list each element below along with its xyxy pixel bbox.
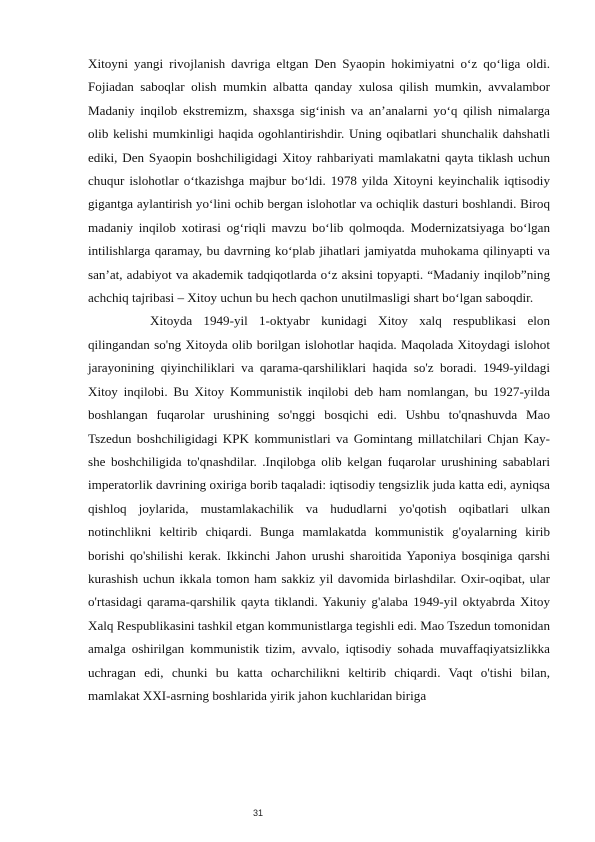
body-text — [88, 52, 550, 707]
paragraph: Xitoyda 1949-yil 1-oktyabr kunidagi Xitoy xalq respublikasi elon qilingandan so'ng Xitoyda olib borilgan islohotlar haqida. Maqolada Xitoydagi islohot jarayonining qiyinchiliklari va qarama-qarshiliklari haqida so'z boradi. 1949-yildagi Xitoy inqilobi. Bu Xitoy Kommunistik inqilobi deb ham nomlangan, bu 1927-yilda boshlangan fuqarolar urushining so'nggi bosqichi edi. Ushbu to'qnashuvda Mao Tszedun boshchiligidagi KPK kommunistlari va Gomintang millatchilari Chjan Kay-she boshchiligida to'qnashdilar. .Inqilobga olib kelgan fuqarolar urushining sabablari imperatorlik davrining oxiriga borib taqaladi: iqtisodiy tengsizlik juda katta edi, ayniqsa qishloq joylarida, mustamlakachilik va hududlarni yo'qotish oqibatlari ulkan notinchlikni keltirib chiqardi. Bunga mamlakatda kommunistik g'oyalarning kirib borishi qo'shilishi kerak. Ikkinchi Jahon urushi sharoitida Yaponiya bosqiniga qarshi kurashish uchun ikkala tomon ham sakkiz yil davomida birlashdilar. Oxir-oqibat, ular o'rtasidagi qarama-qarshilik qayta tiklandi. Yakuniy g'alaba 1949-yil oktyabrda Xitoy Xalq Respublikasini tashkil etgan kommunistlarga tegishli edi. Mao Tszedun tomonidan amalga oshirilgan kommunistik tizim, avvalo, iqtisodiy sohada muvaffaqiyatsizlikka uchragan edi, chunki bu katta ocharchilikni keltirib chiqardi. Vaqt o'tishi bilan, mamlakat XXI-asrning boshlarida yirik jahon kuchlaridan biriga — [88, 313, 550, 703]
page-number: 31 — [252, 808, 263, 818]
paragraph: Xitoyni yangi rivojlanish davriga eltgan Den Syaopin hokimiyatni o‘z qo‘liga oldi. Fojiadan saboqlar olish mumkin albatta qanday xulosa qilish mumkin, avvalambor Madaniy inqilob ekstremizm, shaxsga sig‘inish va an’analarni yo‘q qilish nimalarga olib kelishi mumkinligi haqida ogohlantirishdir. Uning oqibatlari shunchalik dahshatli ediki, Den Syaopin boshchiligidagi Xitoy rahbariyati mamlakatni qayta tiklash uchun chuqur islohotlar o‘tkazishga majbur bo‘ldi. 1978 yilda Xitoyni keyinchalik iqtisodiy gigantga aylantirish yo‘lini ochib bergan islohotlar va ochiqlik dasturi boshlandi. Biroq madaniy inqilob xotirasi og‘riqli mavzu bo‘lib qolmoqda. Modernizatsiyaga bo‘lgan intilishlarga qaramay, bu davrning ko‘plab jihatlari jamiyatda muhokama qilinyapti va san’at, adabiyot va akademik tadqiqotlarda o‘z aksini topyapti. “Madaniy inqilob”ning achchiq tajribasi – Xitoy uchun bu hech qachon unutilmasligi shart bo‘lgan saboqdir. — [88, 56, 550, 306]
